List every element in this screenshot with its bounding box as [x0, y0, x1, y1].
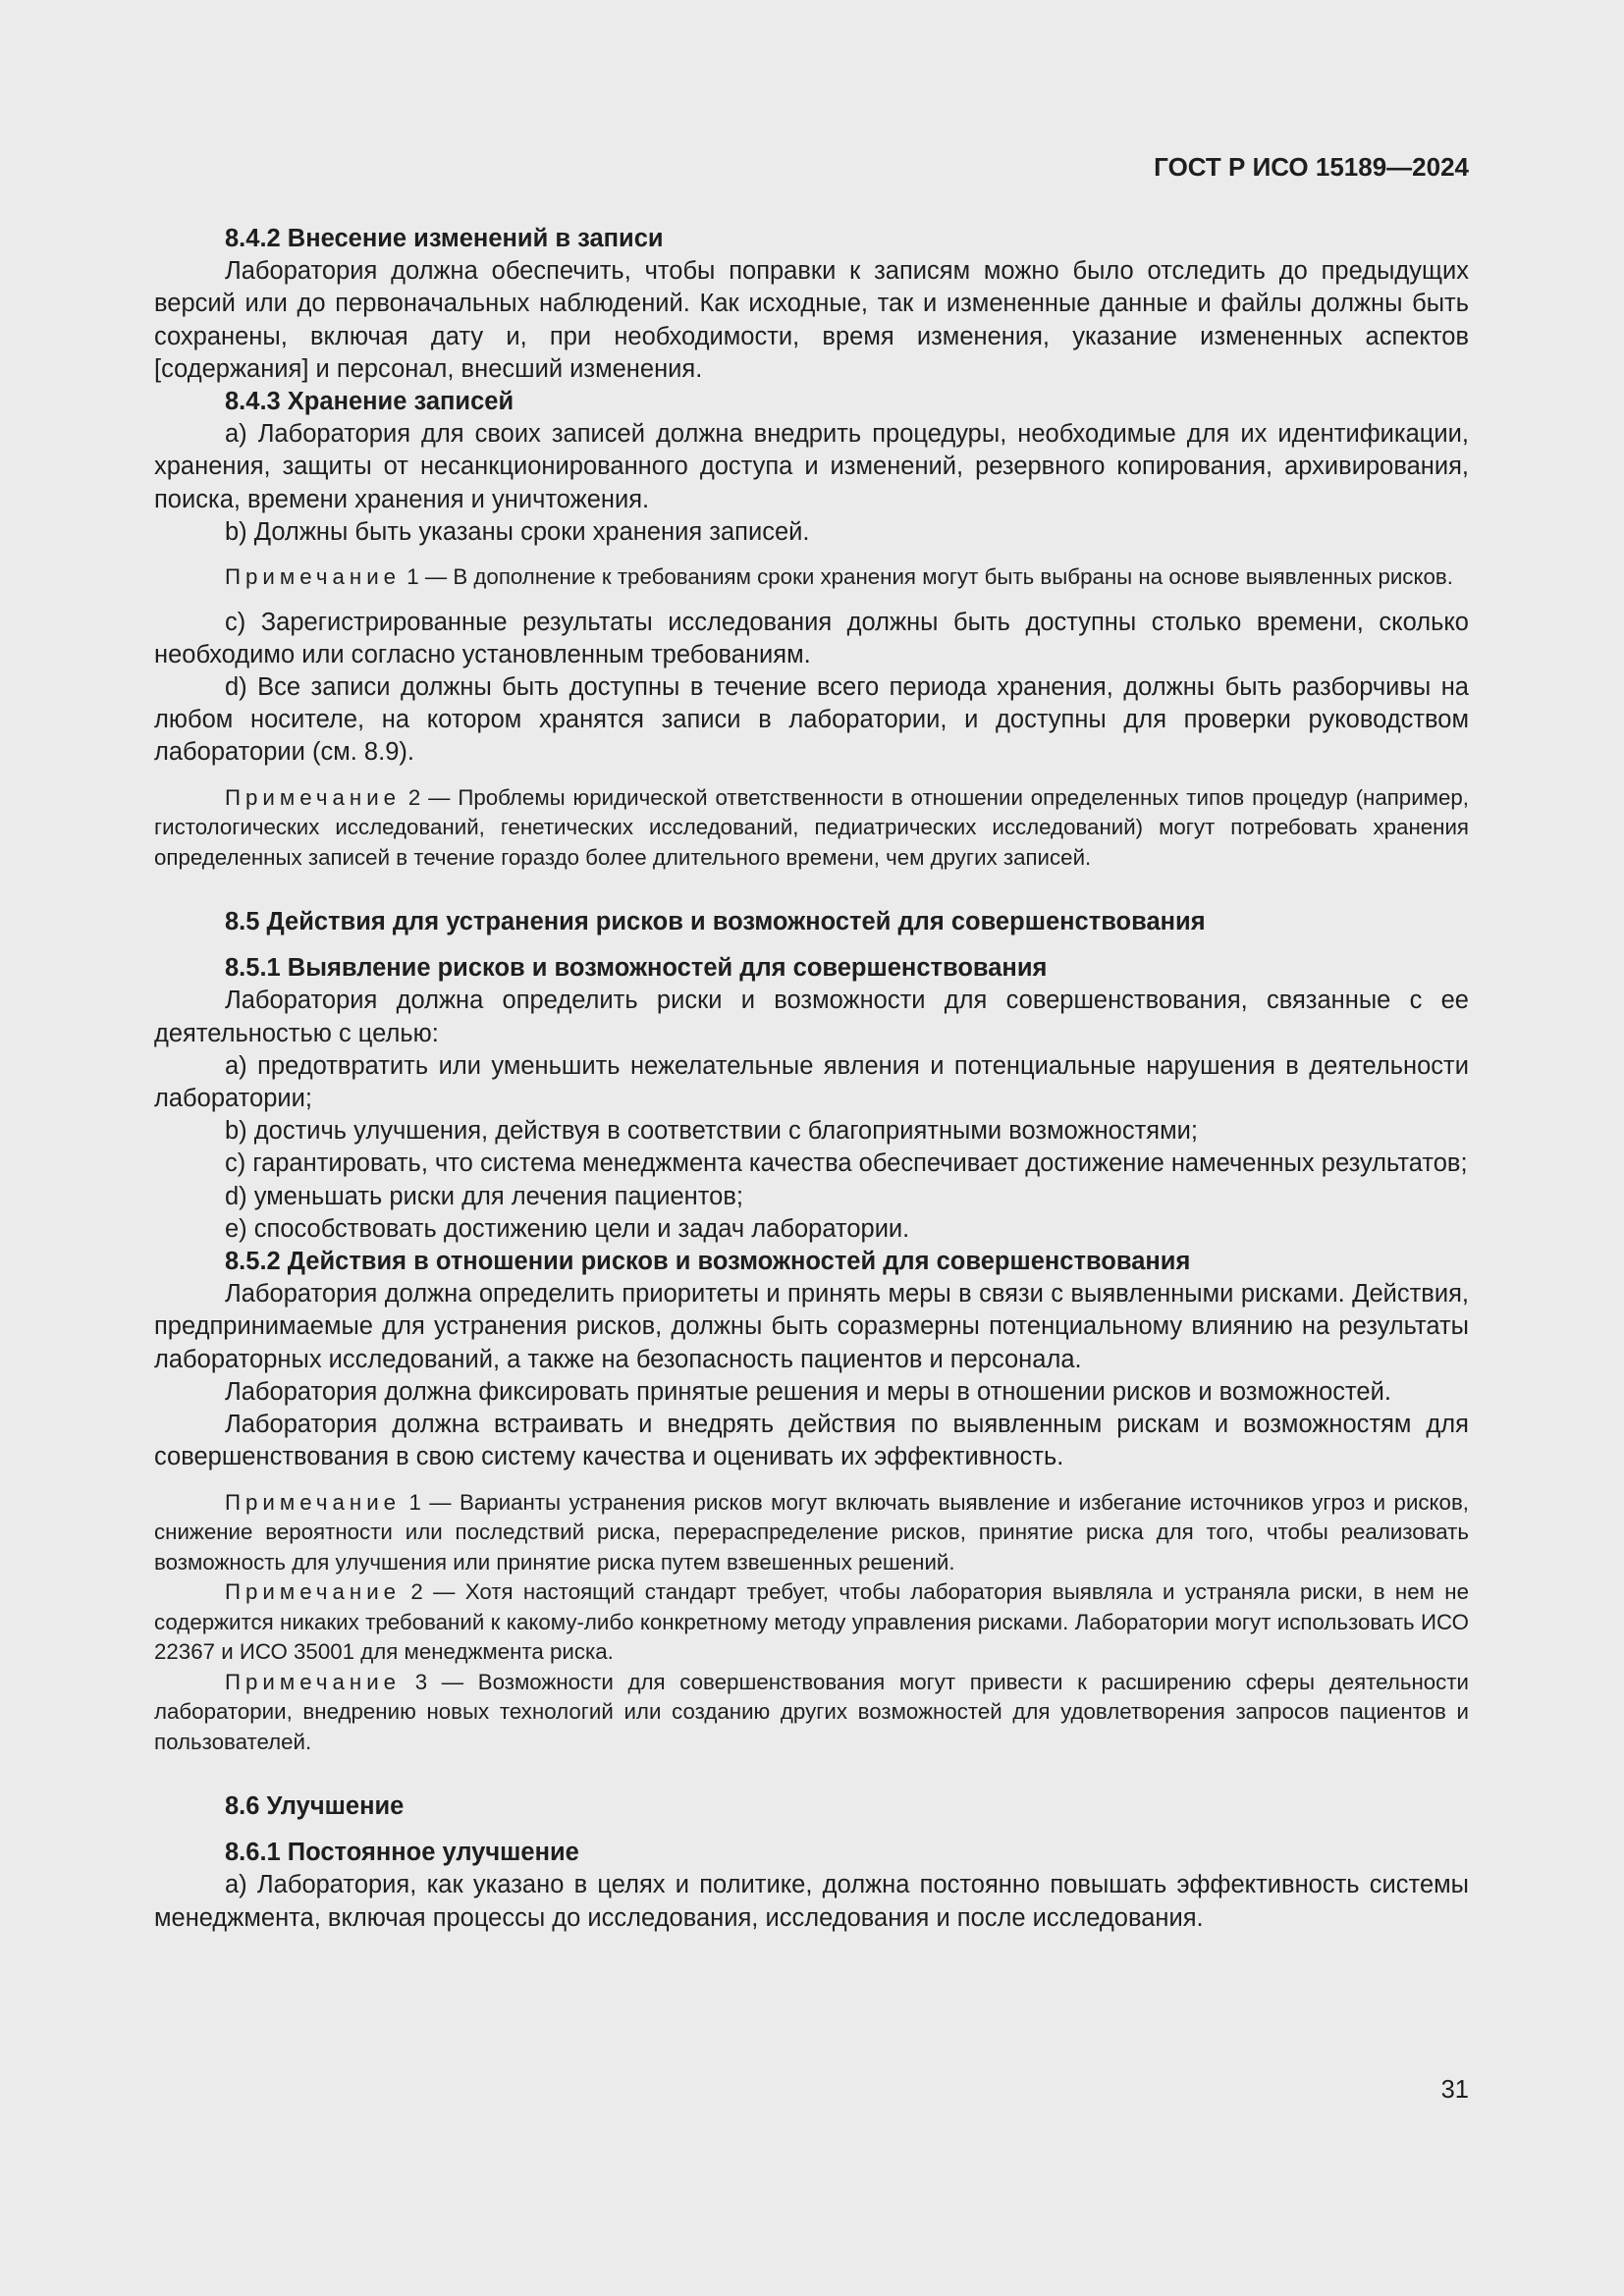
list-item-c: с) Зарегистрированные результаты исследования должны быть доступны столько времени, сколько необходимо или согласно установленным требованиям. — [154, 608, 1469, 668]
note-text: 2 — Проблемы юридической ответственности в отношении определенных типов процедур (например, гистологических исследований, генетических исследований, педиатрических исследований) могут потребовать хранения определенных записей в течение гораздо более длительного времени, чем других записей. — [154, 784, 1469, 870]
note-text: 1 — Варианты устранения рисков могут включать выявление и избегание источников угроз и рисков, снижение вероятности или последствий риска, перераспределение рисков, принятие риска для того, чтобы реализовать возможность для улучшения или принятие риска путем взвешенных решений. — [154, 1489, 1469, 1575]
heading-8-5-1: 8.5.1 Выявление рисков и возможностей для совершенствования — [225, 954, 1048, 983]
note-3 — [154, 1668, 1469, 1758]
list-item-d: d) уменьшать риски для лечения пациентов; — [225, 1182, 743, 1210]
paragraph: Лаборатория должна определить приоритеты и принять меры в связи с выявленными рисками. Действия, предпринимаемые для устранения рисков, должны быть соразмерны потенциальному влиянию на результаты лабораторных исследований, а также на безопасность пациентов и персонала. — [154, 1280, 1469, 1373]
heading-8-5-2: 8.5.2 Действия в отношении рисков и возможностей для совершенствования — [225, 1248, 1191, 1276]
note-label: Примечание — [225, 1669, 402, 1694]
note-label: Примечание — [225, 1489, 402, 1515]
page-number: 31 — [1440, 2076, 1469, 2104]
heading-8-4-2: 8.4.2 Внесение изменений в записи — [225, 225, 664, 252]
list-item-e: е) способствовать достижению цели и задач лаборатории. — [225, 1214, 910, 1243]
note-2 — [154, 783, 1469, 874]
list-item-a: а) Лаборатория, как указано в целях и политике, должна постоянно повышать эффективность системы менеджмента, включая процессы до исследования, исследования и после исследования. — [154, 1871, 1469, 1932]
list-item-b: b) достичь улучшения, действуя в соответствии с благоприятными возможностями; — [225, 1117, 1198, 1146]
heading-8-5: 8.5 Действия для устранения рисков и возможностей для совершенствования — [225, 908, 1206, 936]
note-text: 2 — Хотя настоящий стандарт требует, чтобы лаборатория выявляла и устраняла риски, в нем не содержится никаких требований к какому-либо конкретному методу управления рисками. Лаборатории могут использовать ИСО 22367 и ИСО 35001 для менеджмента риска. — [154, 1579, 1469, 1664]
note-1 — [154, 562, 1469, 593]
note-label: Примечание — [225, 784, 402, 810]
note-text: 3 — Возможности для совершенствования могут привести к расширению сферы деятельности лаборатории, внедрению новых технологий или созданию других возможностей для удовлетворения запросов пациентов и пользователей. — [154, 1669, 1469, 1754]
paragraph: Лаборатория должна встраивать и внедрять действия по выявленным рискам и возможностям для совершенствования в свою систему качества и оценивать их эффективность. — [154, 1411, 1469, 1471]
heading-8-6-1: 8.6.1 Постоянное улучшение — [225, 1839, 579, 1867]
list-item-a: а) предотвратить или уменьшить нежелательные явления и потенциальные нарушения в деятельности лаборатории; — [154, 1051, 1469, 1113]
paragraph: Лаборатория должна обеспечить, чтобы поправки к записям можно было отследить до предыдущих версий или до первоначальных наблюдений. Как исходные, так и измененные данные и файлы должны быть сохранены, включая дату и, при необходимости, время изменения, указание измененных аспектов [содержания] и персонал, внесший изменения. — [154, 257, 1469, 383]
list-item-d: d) Все записи должны быть доступны в течение всего периода хранения, должны быть разборчивы на любом носителе, на котором хранятся записи в лаборатории, и доступны для проверки руководством лаборатории (см. 8.9). — [154, 672, 1469, 767]
paragraph: Лаборатория должна фиксировать принятые решения и меры в отношении рисков и возможностей. — [225, 1377, 1391, 1406]
page-content — [154, 223, 1469, 1935]
list-item-a: а) Лаборатория для своих записей должна внедрить процедуры, необходимые для их идентификации, хранения, защиты от несанкционированного доступа и изменений, резервного копирования, архивирования, поиска, времени хранения и уничтожения. — [154, 420, 1469, 513]
note-1 — [154, 1488, 1469, 1578]
list-item-b: b) Должны быть указаны сроки хранения записей. — [225, 517, 810, 546]
note-label: Примечание — [225, 564, 402, 590]
heading-8-4-3: 8.4.3 Хранение записей — [225, 388, 514, 416]
note-label: Примечание — [225, 1579, 402, 1604]
heading-8-6: 8.6 Улучшение — [225, 1792, 405, 1820]
document-code-header: ГОСТ Р ИСО 15189—2024 — [1154, 152, 1469, 182]
note-2 — [154, 1577, 1469, 1668]
note-text: 1 — В дополнение к требованиям сроки хранения могут быть выбраны на основе выявленных рисков. — [401, 564, 1453, 590]
paragraph: Лаборатория должна определить риски и возможности для совершенствования, связанные с ее деятельностью с целью: — [154, 987, 1469, 1047]
list-item-c: с) гарантировать, что система менеджмента качества обеспечивает достижение намеченных результатов; — [225, 1149, 1468, 1178]
